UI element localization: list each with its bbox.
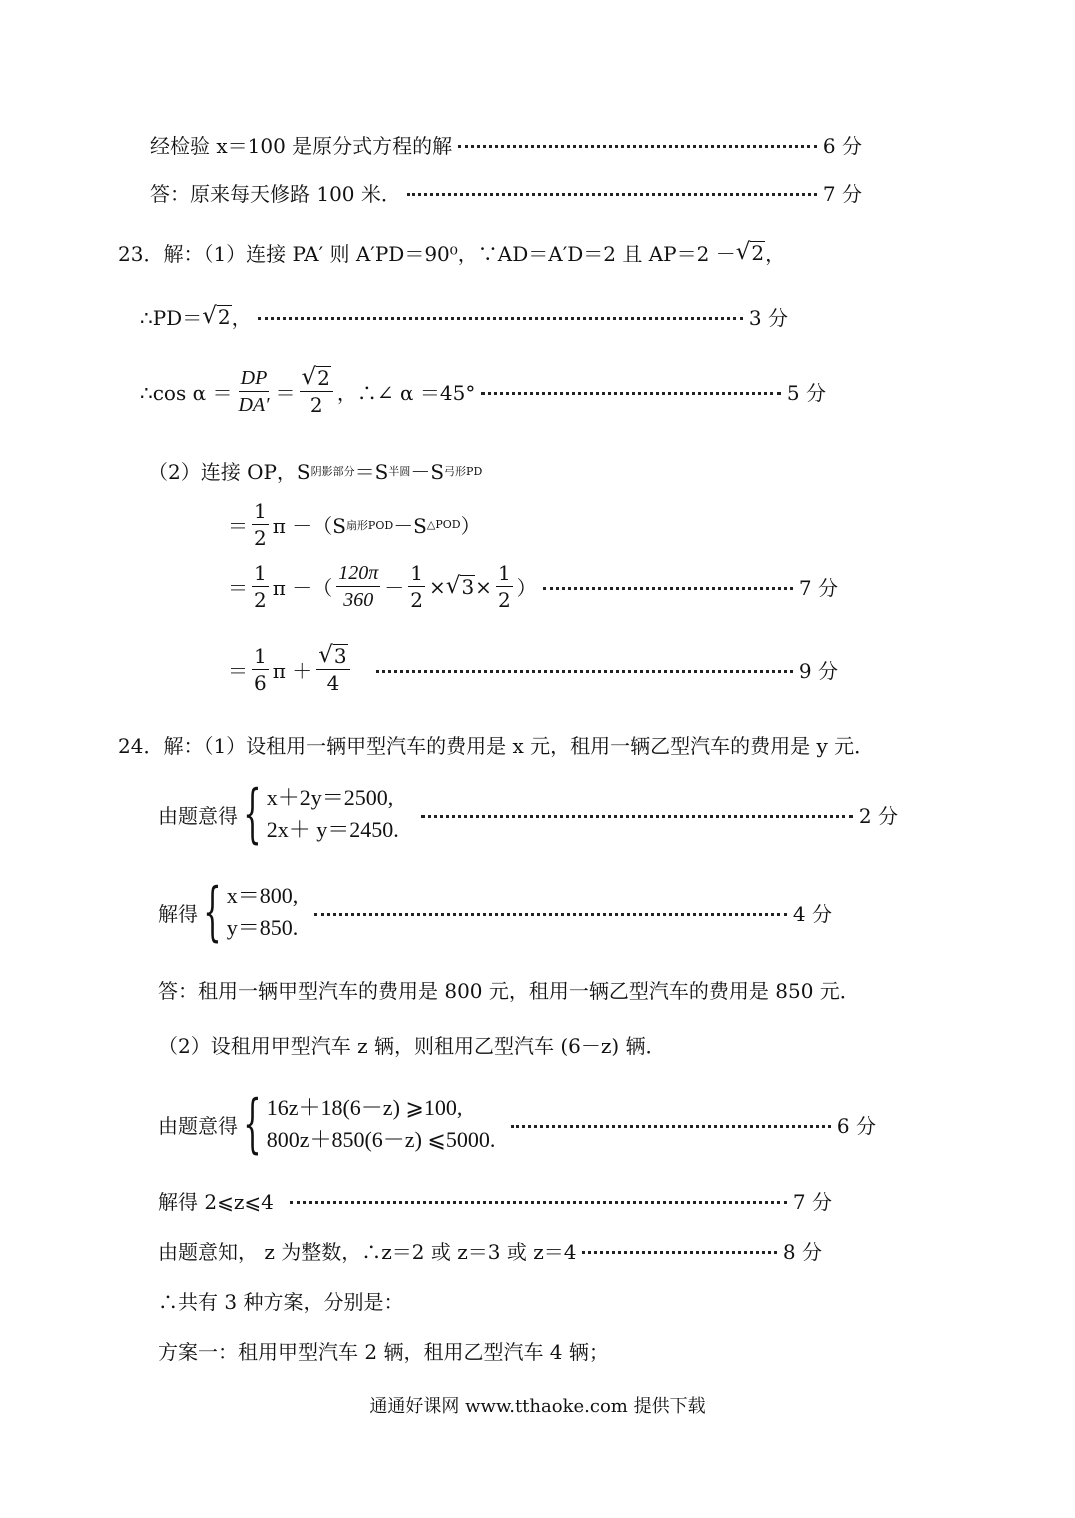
integer-text: 由题意知， z 为整数，∴z＝2 或 z＝3 或 z＝4 [158, 1240, 577, 1264]
denominator: 2 [254, 526, 267, 550]
dot-leader [314, 913, 787, 916]
q24-system-3 [158, 1087, 876, 1161]
fraction [336, 562, 380, 611]
q24-system-2 [158, 875, 832, 949]
left-brace-icon: { [243, 1087, 262, 1161]
equation: x＝800, [226, 883, 299, 909]
q24-part2 [158, 1030, 666, 1059]
denominator: 360 [343, 589, 374, 611]
denominator: 2 [254, 588, 267, 612]
numerator: 1 [254, 561, 267, 585]
subscript: 阴影部分 [310, 464, 355, 478]
punct: ， [765, 242, 786, 266]
cos-end: ，∴∠ α ＝45° [336, 380, 476, 405]
score: 8 分 [782, 1240, 822, 1264]
equals: ＝ [275, 380, 296, 405]
radicand: 2 [217, 305, 231, 329]
denominator: 2 [410, 588, 424, 612]
radicand: 3 [461, 575, 475, 599]
fraction [316, 644, 349, 694]
minus: － [384, 576, 405, 600]
radicand: 2 [751, 241, 765, 265]
fraction [252, 645, 269, 694]
q24-solve-line [158, 1186, 832, 1215]
numerator: DP [239, 367, 270, 392]
line-text: 经检验 x＝100 是原分式方程的解 [150, 134, 453, 158]
numerator: 1 [254, 643, 267, 668]
paren: ） [516, 576, 537, 600]
denominator: 2 [497, 588, 511, 612]
sqrt-expression: √ 2 [202, 303, 231, 329]
equation: 2x＋ y＝2450. [266, 817, 399, 842]
solve-text: 解得 2⩽z⩽4 [158, 1190, 274, 1214]
minus: －S [410, 460, 445, 484]
sqrt-expression: √ 2 [735, 239, 765, 265]
left-brace-icon: { [243, 777, 262, 851]
q24-intro [118, 730, 874, 759]
paren: ） [460, 514, 481, 538]
denominator: 4 [326, 671, 340, 695]
radicand: 2 [317, 366, 330, 390]
equation-system [227, 880, 299, 944]
dot-leader [511, 1125, 831, 1128]
q24-plan-1 [158, 1336, 609, 1365]
score: 6 分 [836, 1113, 876, 1138]
equals: ＝ [228, 658, 248, 683]
answer-line [150, 178, 862, 207]
inequality: 800z＋850(6－z) ⩽5000. [266, 1127, 496, 1152]
expr: π －（ [272, 576, 333, 600]
q23-equation-1 [228, 500, 481, 549]
fraction [252, 500, 269, 549]
subscript: 扇形POD [345, 518, 394, 532]
minus: －S [393, 514, 427, 538]
q23-intro [118, 238, 785, 267]
dot-leader [543, 587, 793, 590]
answer-text: 答：租用一辆甲型汽车的费用是 800 元，租用一辆乙型汽车的费用是 850 元． [158, 979, 860, 1003]
q24-integer-line [158, 1236, 822, 1265]
system-label: 解得 [158, 901, 198, 926]
times: × [475, 574, 492, 599]
score: 3 分 [748, 306, 788, 330]
numerator: 1 [254, 499, 267, 523]
dot-leader [421, 815, 853, 818]
dot-leader [258, 317, 743, 320]
q24-system-1 [158, 777, 898, 851]
equation-system [267, 782, 399, 846]
left-brace-icon: { [203, 875, 222, 949]
score: 7 分 [792, 1190, 832, 1214]
fraction [300, 366, 333, 416]
score: 2 分 [858, 803, 898, 828]
score: 4 分 [792, 901, 832, 926]
score: 6 分 [822, 134, 862, 158]
denominator: DA′ [238, 393, 270, 416]
dot-leader [376, 670, 793, 673]
subscript: 半圆 [388, 464, 411, 478]
q23-pd-line [140, 302, 788, 331]
sqrt-expression: √ 2 [301, 364, 330, 390]
score: 7 分 [822, 182, 862, 206]
system-label: 由题意得 [158, 803, 238, 828]
score: 9 分 [798, 658, 838, 683]
page-footer: 通通好课网 www.tthaoke.com 提供下载 [369, 1396, 706, 1417]
dot-leader [407, 193, 817, 196]
score: 7 分 [798, 576, 838, 600]
expr: π ＋ [272, 658, 313, 683]
dot-leader [458, 145, 817, 148]
sqrt-expression: √ 3 [318, 642, 347, 668]
plans-text: ∴共有 3 种方案，分别是： [158, 1290, 404, 1314]
part2-text: （2）连接 OP，S [148, 460, 311, 484]
expr: π －（S [272, 514, 346, 538]
equals: ＝ [228, 514, 248, 538]
subscript: 弓形PD [444, 464, 483, 478]
q23-cos-line [140, 366, 826, 416]
inequality: 16z＋18(6－z) ⩾100, [266, 1095, 463, 1121]
dot-leader [582, 1251, 776, 1254]
q23-equation-3 [228, 644, 838, 694]
q23-part2-line [148, 456, 482, 485]
fraction [252, 562, 269, 611]
dot-leader [290, 1201, 787, 1204]
times: × [429, 574, 446, 599]
q23-equation-2 [228, 562, 838, 611]
part2-text: （2）设租用甲型汽车 z 辆，则租用乙型汽车 (6－z) 辆． [158, 1034, 666, 1058]
plan-text: 方案一：租用甲型汽车 2 辆，租用乙型汽车 4 辆； [158, 1340, 609, 1364]
pd-prefix: ∴PD＝ [140, 306, 203, 330]
equals: ＝ [228, 576, 248, 600]
fraction [496, 562, 513, 611]
numerator: 1 [497, 561, 511, 585]
equals: ＝S [354, 460, 389, 484]
inequality-system [267, 1092, 496, 1156]
q24-answer-1 [158, 975, 860, 1004]
equation: y＝850. [226, 915, 299, 940]
subscript: △POD [426, 518, 461, 531]
numerator: 120π [336, 562, 380, 587]
fraction [236, 367, 271, 416]
denominator: 2 [309, 393, 323, 417]
system-label: 由题意得 [158, 1113, 238, 1138]
line-text: 答：原来每天修路 100 米． [150, 182, 401, 206]
fraction [408, 562, 425, 611]
check-solution-line [150, 130, 862, 159]
sqrt-expression: √ 3 [445, 573, 475, 599]
q24-intro-text: 24．解：（1）设租用一辆甲型汽车的费用是 x 元，租用一辆乙型汽车的费用是 y 元． [118, 734, 875, 758]
punct: ， [231, 306, 252, 330]
radicand: 3 [333, 644, 347, 668]
cos-prefix: ∴cos α ＝ [140, 380, 233, 405]
q23-intro-text: 23．解：（1）连接 PA′ 则 A′PD＝90⁰，∵AD＝A′D＝2 且 AP＝2 － [118, 242, 736, 266]
q24-plans-line [158, 1286, 403, 1315]
numerator: 1 [410, 561, 424, 585]
dot-leader [481, 392, 781, 395]
equation: x＋2y＝2500, [266, 785, 394, 811]
score: 5 分 [786, 380, 826, 405]
denominator: 6 [254, 670, 267, 695]
